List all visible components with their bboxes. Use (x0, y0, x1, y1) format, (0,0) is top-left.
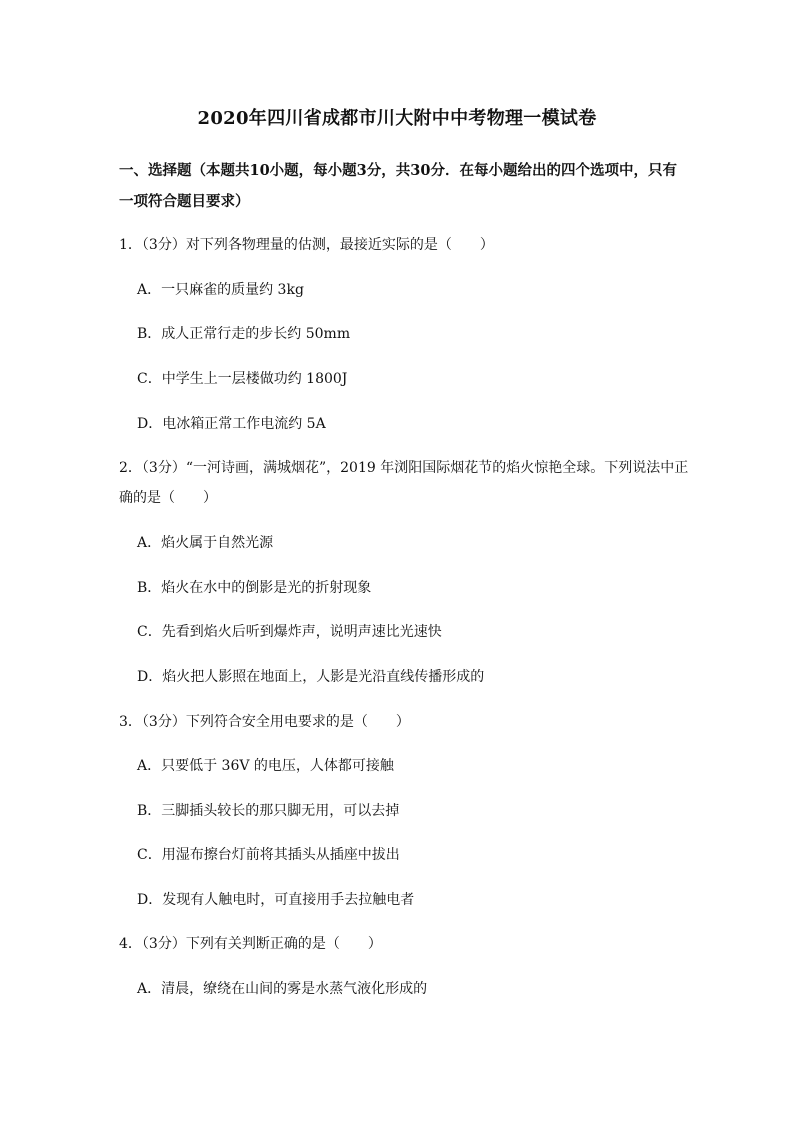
question-2-stem-continued: 确的是（ ） (119, 490, 217, 506)
question-2-stem: 2．（3分）“一河诗画，满城烟花”，2019 年浏阳国际烟花节的焰火惊艳全球。下列说法中正 (119, 460, 689, 476)
question-3-option-b: B．三脚插头较长的那只脚无用，可以去掉 (137, 803, 400, 819)
question-4-option-a: A．清晨，缭绕在山间的雾是水蒸气液化形成的 (137, 981, 428, 997)
question-1-option-a: A．一只麻雀的质量约 3kg (137, 282, 304, 298)
question-3-option-d: D．发现有人触电时，可直接用手去拉触电者 (137, 892, 415, 908)
question-2-option-d: D．焰火把人影照在地面上，人影是光沿直线传播形成的 (137, 669, 485, 685)
question-3-option-a: A．只要低于 36V 的电压，人体都可接触 (137, 758, 394, 774)
question-2-option-b: B．焰火在水中的倒影是光的折射现象 (137, 580, 372, 596)
page-title: 2020年四川省成都市川大附中中考物理一模试卷 (197, 108, 597, 129)
question-2-option-c: C．先看到焰火后听到爆炸声，说明声速比光速快 (137, 624, 442, 640)
question-1-option-d: D．电冰箱正常工作电流约 5A (137, 416, 326, 432)
question-1-option-c: C．中学生上一层楼做功约 1800J (137, 371, 348, 387)
section-heading: 一、选择题（本题共10小题，每小题3分，共30分．在每小题给出的四个选项中，只有一项符合题目要求） (119, 162, 677, 210)
question-4-stem: 4．（3分）下列有关判断正确的是（ ） (119, 936, 382, 952)
question-3-option-c: C．用湿布擦台灯前将其插头从插座中拔出 (137, 847, 400, 863)
question-1-stem: 1．（3分）对下列各物理量的估测，最接近实际的是（ ） (119, 237, 494, 253)
question-1-option-b: B．成人正常行走的步长约 50mm (137, 326, 351, 342)
question-2-option-a: A．焰火属于自然光源 (137, 535, 274, 551)
question-3-stem: 3．（3分）下列符合安全用电要求的是（ ） (119, 714, 410, 730)
